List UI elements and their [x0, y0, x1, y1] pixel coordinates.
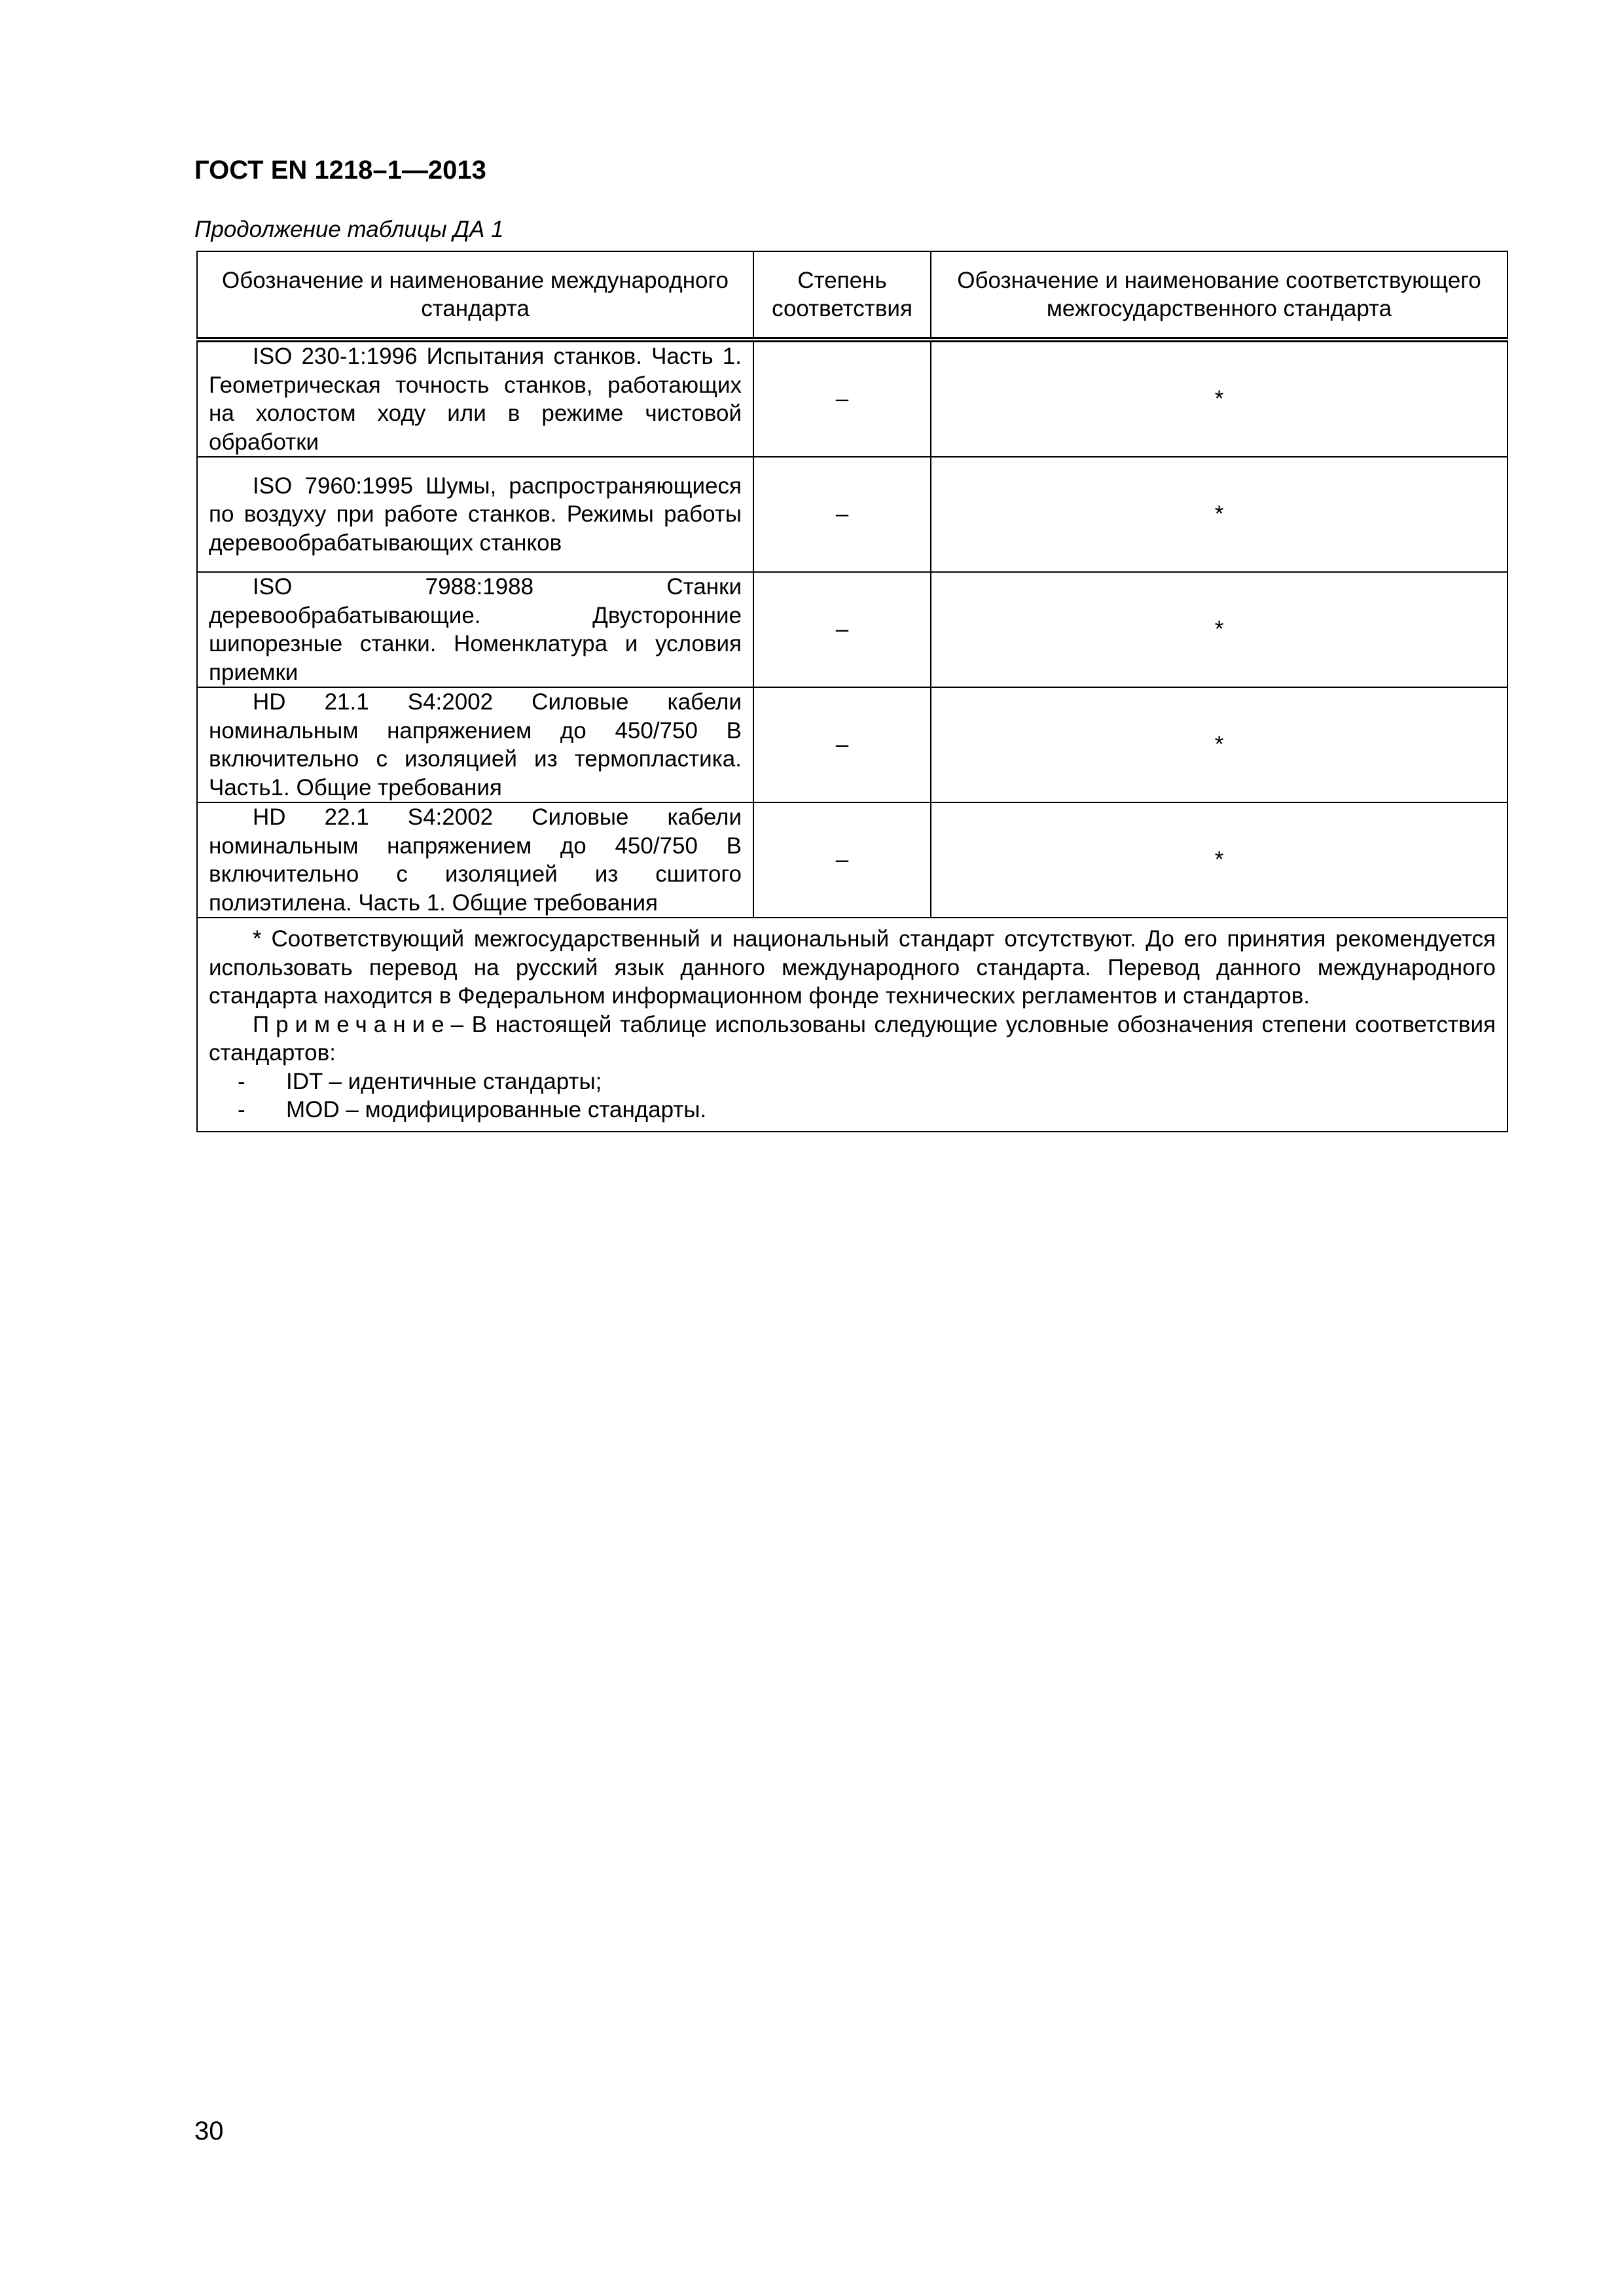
table-row: [197, 340, 1507, 457]
international-standard-cell: ISO 230-1:1996 Испытания станков. Часть 1. Геометрическая точность станков, работающих на холостом ходу или в режиме чистовой обработки: [197, 340, 753, 457]
interstate-standard-cell: *: [931, 340, 1507, 457]
list-item-text: IDT – идентичные стандарты;: [286, 1068, 602, 1094]
note-text: – В настоящей таблице использованы следующие условные обозначения степени соответствия стандартов:: [209, 1011, 1496, 1066]
list-bullet: -: [238, 1068, 245, 1094]
standards-correspondence-table: [196, 251, 1508, 1132]
table-notes-row: [197, 918, 1507, 1132]
table-row: [197, 802, 1507, 918]
page-number: 30: [194, 2117, 224, 2145]
international-standard-cell: HD 22.1 S4:2002 Силовые кабели номинальным напряжением до 450/750 В включительно с изоляцией из сшитого полиэтилена. Часть 1. Общие требования: [197, 802, 753, 918]
table-notes-cell: [197, 918, 1507, 1132]
international-standard-cell: ISO 7960:1995 Шумы, распространяющиеся по воздуху при работе станков. Режимы работы деревообрабатывающих станков: [197, 457, 753, 572]
interstate-standard-cell: *: [931, 802, 1507, 918]
list-item: [238, 1067, 1496, 1096]
column-header-degree-of-conformity: Степень соответствия: [753, 251, 931, 340]
column-header-international-standard: Обозначение и наименование международного стандарта: [197, 251, 753, 340]
note-label: Примечание: [253, 1011, 451, 1037]
international-standard-cell: ISO 7988:1988 Станки деревообрабатывающие. Двусторонние шипорезные станки. Номенклатура и условия приемки: [197, 572, 753, 687]
degree-cell: –: [753, 340, 931, 457]
list-item-text: MOD – модифицированные стандарты.: [286, 1097, 707, 1122]
interstate-standard-cell: *: [931, 687, 1507, 802]
interstate-standard-cell: *: [931, 457, 1507, 572]
table-row: [197, 572, 1507, 687]
note-paragraph: [209, 1011, 1496, 1067]
table-header-row: [197, 251, 1507, 340]
document-code-header: ГОСТ EN 1218–1—2013: [194, 156, 486, 185]
degree-cell: –: [753, 457, 931, 572]
table-row: [197, 457, 1507, 572]
table-row: [197, 687, 1507, 802]
note-list: [209, 1067, 1496, 1124]
interstate-standard-cell: *: [931, 572, 1507, 687]
international-standard-cell: HD 21.1 S4:2002 Силовые кабели номинальным напряжением до 450/750 В включительно с изоляцией из термопластика. Часть1. Общие требования: [197, 687, 753, 802]
footnote-text: * Соответствующий межгосударственный и национальный стандарт отсутствуют. До его принятия рекомендуется использовать перевод на русский язык данного международного стандарта. Перевод данного международного стандарта находится в Федеральном информационном фонде технических регламентов и стандартов.: [209, 926, 1496, 1009]
degree-cell: –: [753, 572, 931, 687]
column-header-interstate-standard: Обозначение и наименование соответствующего межгосударственного стандарта: [931, 251, 1507, 340]
table-caption: Продолжение таблицы ДА 1: [194, 217, 504, 242]
list-item: [238, 1096, 1496, 1124]
degree-cell: –: [753, 687, 931, 802]
list-bullet: -: [238, 1097, 245, 1122]
degree-cell: –: [753, 802, 931, 918]
